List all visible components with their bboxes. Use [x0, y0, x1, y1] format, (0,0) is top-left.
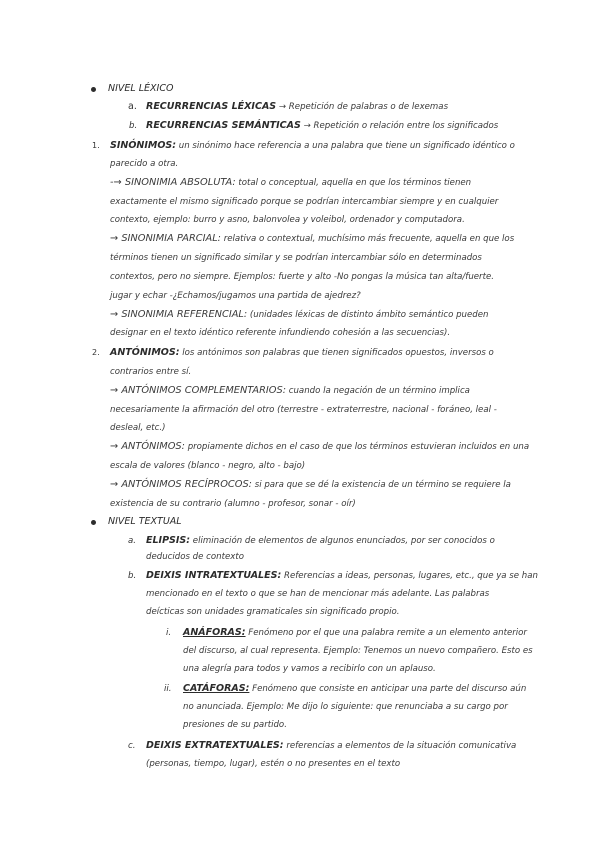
paragraph-antonimos — [110, 347, 494, 359]
section-title-textual: NIVEL TEXTUAL — [108, 516, 182, 527]
paragraph-line: Fenómeno que consiste en anticipar una parte del discurso aún — [252, 684, 527, 694]
paragraph-sinonimia-parcial — [110, 233, 514, 245]
paragraph-line: relativa o contextual, muchísimo más frecuente, aquella en que los — [223, 234, 515, 244]
term-deixis-extratextuales: DEIXIS EXTRATEXTUALES: — [146, 740, 284, 751]
paragraph-line: mencionado en el texto o que se han de mencionar más adelante. Las palabras — [146, 589, 490, 599]
list-item-elipsis — [146, 535, 495, 547]
term-antonimos-propios: → ANTÓNIMOS: — [110, 441, 185, 452]
list-item-cataforas — [183, 683, 526, 695]
paragraph-line: contextos, pero no siempre. Ejemplos: fuerte y alto -No pongas la música tan alta/fuerte. — [110, 272, 494, 282]
list-marker: 1. — [92, 141, 100, 150]
bullet-dot — [91, 87, 96, 92]
term-sinonimia-parcial: → SINONIMIA PARCIAL: — [110, 233, 221, 244]
paragraph-sinonimia-referencial — [110, 309, 488, 321]
list-marker: a. — [128, 536, 136, 546]
paragraph-line: escala de valores (blanco - negro, alto - bajo) — [110, 461, 306, 471]
term-antonimos: ANTÓNIMOS: — [110, 347, 180, 358]
list-marker: i. — [166, 628, 172, 638]
term-recurrencias-lexicas: RECURRENCIAS LÉXICAS — [146, 101, 277, 112]
term-elipsis: ELIPSIS: — [146, 535, 191, 546]
paragraph-line: parecido a otra. — [110, 159, 179, 169]
list-marker: b. — [129, 121, 138, 131]
term-deixis-intratextuales: DEIXIS INTRATEXTUALES: — [146, 570, 282, 581]
paragraph-line: contexto, ejemplo: burro y asno, balonvolea y voleibol, ordenador y computadora. — [110, 215, 465, 225]
paragraph-line: un sinónimo hace referencia a una palabra que tiene un significado idéntico o — [178, 141, 515, 151]
paragraph-line: del discurso, al cual representa. Ejemplo: Tenemos un nuevo compañero. Esto es — [183, 646, 533, 656]
paragraph-line: una alegría para todos y vamos a recibirlo con un aplauso. — [183, 664, 436, 674]
term-antonimos-complementarios: → ANTÓNIMOS COMPLEMENTARIOS: — [110, 385, 287, 396]
section-title-lexico: NIVEL LÉXICO — [108, 83, 174, 94]
paragraph-line: contrarios entre sí. — [110, 367, 192, 377]
list-item-anaforas — [183, 627, 527, 639]
paragraph-sinonimos — [110, 140, 515, 152]
paragraph-line: Referencias a ideas, personas, lugares, etc., que ya se han — [283, 571, 538, 581]
paragraph-line: (unidades léxicas de distinto ámbito semántico pueden — [249, 310, 489, 320]
paragraph-antonimos-propios — [110, 441, 529, 453]
list-marker: c. — [128, 741, 136, 751]
paragraph-antonimos-reciprocos — [110, 479, 511, 491]
paragraph-line: cuando la negación de un término implica — [288, 386, 470, 396]
list-item-deixis-extratextuales — [146, 740, 516, 752]
paragraph-antonimos-complementarios — [110, 385, 470, 397]
definition-text: → Repetición de palabras o de lexemas — [278, 102, 449, 112]
paragraph-line: total o conceptual, aquella en que los términos tienen — [238, 178, 472, 188]
paragraph-line: designar en el texto idéntico referente infundiendo cohesión a las secuencias). — [110, 328, 451, 338]
list-marker: ii. — [164, 684, 172, 694]
paragraph-line: propiamente dichos en el caso de que los términos estuvieran incluidos en una — [187, 442, 530, 452]
paragraph-line: si para que se dé la existencia de un término se requiere la — [254, 480, 511, 490]
term-recurrencias-semanticas: RECURRENCIAS SEMÁNTICAS — [146, 120, 301, 131]
list-marker: b. — [128, 571, 137, 581]
list-item-deixis-intratextuales — [146, 570, 538, 582]
paragraph-line: desleal, etc.) — [110, 423, 166, 433]
term-sinonimia-absoluta: -→ SINONIMIA ABSOLUTA: — [110, 177, 236, 188]
term-sinonimos: SINÓNIMOS: — [110, 140, 177, 151]
list-item-recurrencias-lexicas — [146, 101, 448, 113]
paragraph-line: jugar y echar -¿Echamos/jugamos una partida de ajedrez? — [110, 291, 361, 301]
paragraph-line: los antónimos son palabras que tienen significados opuestos, inversos o — [182, 348, 494, 358]
paragraph-line: existencia de su contrario (alumno - profesor, sonar - oír) — [110, 499, 356, 509]
paragraph-line: eliminación de elementos de algunos enunciados, por ser conocidos o — [192, 536, 495, 546]
term-antonimos-reciprocos: → ANTÓNIMOS RECÍPROCOS: — [110, 479, 252, 490]
paragraph-line: términos tienen un significado similar y se podrían intercambiar sólo en determinados — [110, 253, 482, 263]
paragraph-line: necesariamente la afirmación del otro (terrestre - extraterrestre, nacional - foráneo, leal - — [110, 405, 497, 415]
term-sinonimia-referencial: → SINONIMIA REFERENCIAL: — [110, 309, 248, 320]
paragraph-line: Fenómeno por el que una palabra remite a un elemento anterior — [248, 628, 527, 638]
paragraph-line: deícticas son unidades gramaticales sin significado propio. — [146, 607, 400, 617]
paragraph-line: no anunciada. Ejemplo: Me dijo lo siguiente: que renunciaba a su cargo por — [183, 702, 508, 712]
paragraph-line: exactamente el mismo significado porque se podrían intercambiar siempre y en cualquier — [110, 197, 499, 207]
paragraph-line: (personas, tiempo, lugar), estén o no presentes en el texto — [146, 759, 401, 769]
definition-text: → Repetición o relación entre los significados — [303, 121, 499, 131]
bullet-dot — [91, 520, 96, 525]
term-cataforas: CATÁFORAS: — [183, 683, 250, 694]
term-anaforas: ANÁFORAS: — [183, 627, 246, 638]
list-item-recurrencias-semanticas — [146, 120, 498, 132]
paragraph-sinonimia-absoluta — [110, 177, 471, 189]
list-marker: 2. — [92, 348, 100, 357]
list-marker: a. — [128, 101, 137, 112]
paragraph-line: deducidos de contexto — [146, 552, 244, 562]
paragraph-line: referencias a elementos de la situación comunicativa — [286, 741, 517, 751]
paragraph-line: presiones de su partido. — [183, 720, 287, 730]
